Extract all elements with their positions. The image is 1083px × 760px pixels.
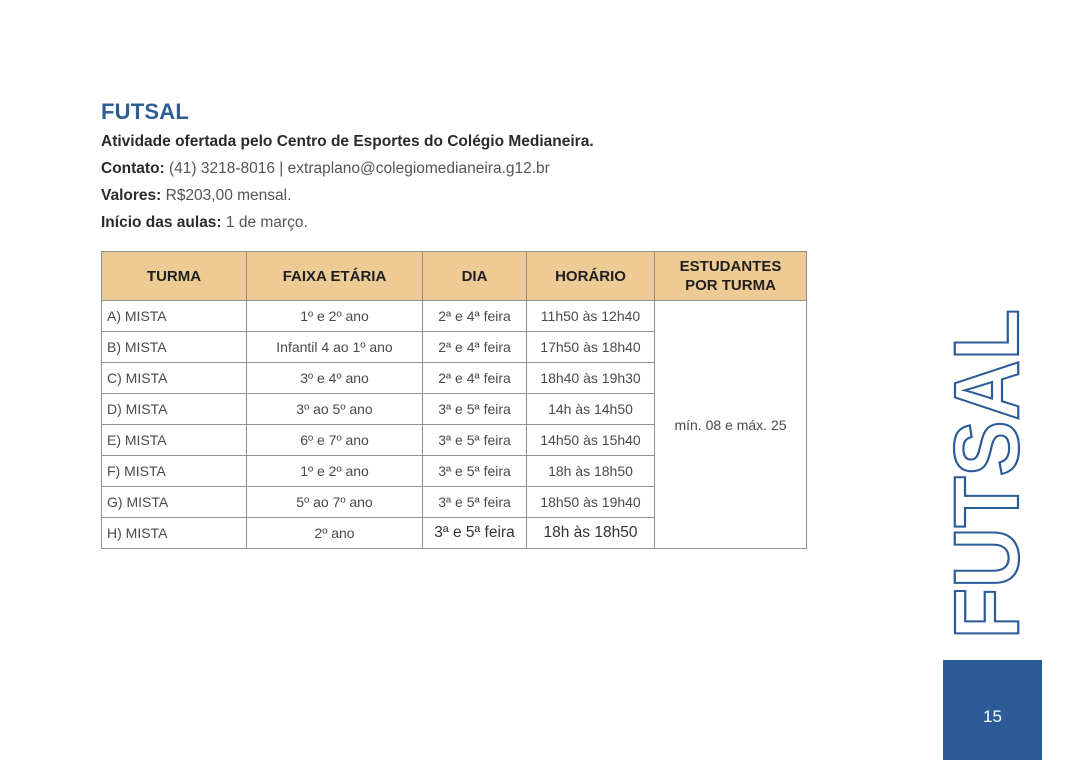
cell-turma: G) MISTA: [102, 487, 247, 518]
cell-faixa: 1º e 2º ano: [247, 301, 423, 332]
cell-faixa: Infantil 4 ao 1º ano: [247, 332, 423, 363]
contact-label: Contato:: [101, 160, 165, 177]
header-faixa-etaria: FAIXA ETÁRIA: [247, 252, 423, 301]
cell-dia: 3ª e 5ª feira: [423, 394, 527, 425]
cell-horario: 18h40 às 19h30: [527, 363, 655, 394]
cell-faixa: 3º e 4º ano: [247, 363, 423, 394]
cell-horario: 18h às 18h50: [527, 456, 655, 487]
start-label: Início das aulas:: [101, 214, 222, 231]
start-line: [101, 214, 308, 232]
cell-turma: B) MISTA: [102, 332, 247, 363]
schedule-table: [101, 251, 807, 549]
cell-turma: A) MISTA: [102, 301, 247, 332]
cell-faixa: 6º e 7º ano: [247, 425, 423, 456]
cell-faixa: 5º ao 7º ano: [247, 487, 423, 518]
side-title-text: FUTSAL: [936, 276, 1038, 639]
cell-dia: 2ª e 4ª feira: [423, 332, 527, 363]
cell-horario: 14h às 14h50: [527, 394, 655, 425]
header-horario: HORÁRIO: [527, 252, 655, 301]
header-estudantes: [655, 252, 807, 301]
header-turma: TURMA: [102, 252, 247, 301]
page-number: 15: [983, 707, 1002, 726]
cell-students-per-class: mín. 08 e máx. 25: [655, 301, 807, 549]
start-value: 1 de março.: [221, 214, 308, 231]
cell-horario: 11h50 às 12h40: [527, 301, 655, 332]
cell-turma: C) MISTA: [102, 363, 247, 394]
cell-horario: 14h50 às 15h40: [527, 425, 655, 456]
cell-dia: 2ª e 4ª feira: [423, 301, 527, 332]
cell-turma: D) MISTA: [102, 394, 247, 425]
cell-dia: 3ª e 5ª feira: [423, 518, 527, 549]
cell-turma: F) MISTA: [102, 456, 247, 487]
price-label: Valores:: [101, 187, 162, 204]
cell-horario: 18h50 às 19h40: [527, 487, 655, 518]
cell-faixa: 2º ano: [247, 518, 423, 549]
contact-value: (41) 3218-8016 | extraplano@colegiomedianeira.g12.br: [164, 160, 550, 177]
contact-line: [101, 160, 550, 178]
side-title-vertical: [936, 276, 1038, 641]
page-number-box: [943, 660, 1042, 760]
price-line: [101, 187, 291, 205]
cell-horario: 18h às 18h50: [527, 518, 655, 549]
cell-horario: 17h50 às 18h40: [527, 332, 655, 363]
table-header-row: [102, 252, 807, 301]
cell-faixa: 3º ao 5º ano: [247, 394, 423, 425]
cell-faixa: 1º e 2º ano: [247, 456, 423, 487]
cell-dia: 3ª e 5ª feira: [423, 487, 527, 518]
cell-dia: 3ª e 5ª feira: [423, 425, 527, 456]
intro-text: Atividade ofertada pelo Centro de Esportes do Colégio Medianeira.: [101, 133, 594, 150]
header-estudantes-line2: POR TURMA: [685, 277, 776, 294]
header-dia: DIA: [423, 252, 527, 301]
cell-dia: 2ª e 4ª feira: [423, 363, 527, 394]
cell-turma: E) MISTA: [102, 425, 247, 456]
header-estudantes-line1: ESTUDANTES: [679, 258, 782, 275]
price-value: R$203,00 mensal.: [161, 187, 292, 204]
page-title: FUTSAL: [101, 99, 189, 124]
cell-turma: H) MISTA: [102, 518, 247, 549]
table-row: [102, 301, 807, 332]
cell-dia: 3ª e 5ª feira: [423, 456, 527, 487]
